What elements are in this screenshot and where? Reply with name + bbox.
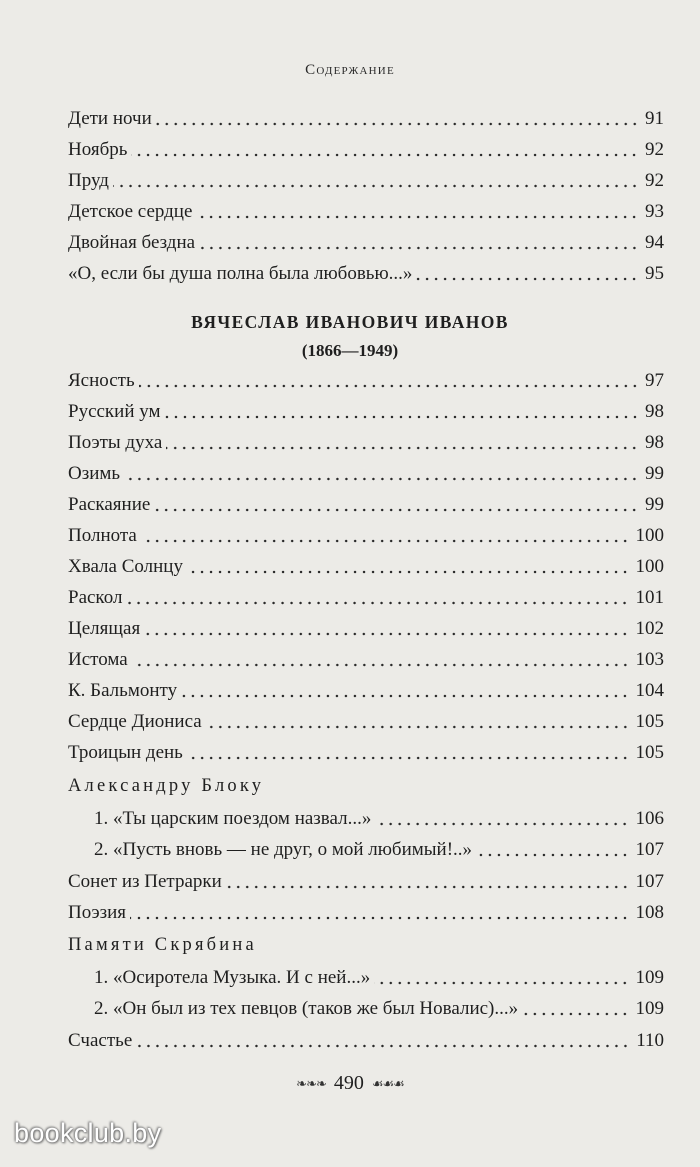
toc-subentry xyxy=(94,804,664,834)
entry-page: 99 xyxy=(645,463,664,484)
toc-subentry xyxy=(94,994,664,1024)
author-years: (1866—1949) xyxy=(301,341,399,360)
entry-title: Полнота xyxy=(68,525,137,546)
entry-title: Раскол xyxy=(68,587,123,608)
leader-dots xyxy=(374,981,629,985)
group-title-blok: Александру Блоку xyxy=(68,776,265,796)
entry-title: Счастье xyxy=(68,1030,133,1051)
entry-page: 104 xyxy=(635,680,664,701)
toc-entry xyxy=(68,1026,664,1056)
entry-page: 107 xyxy=(635,839,664,860)
leader-dots xyxy=(126,601,629,605)
toc-entry xyxy=(68,166,664,196)
entry-page: 105 xyxy=(635,711,664,732)
toc-subentry xyxy=(94,835,664,865)
leader-dots xyxy=(187,570,630,574)
toc-entry xyxy=(68,707,664,737)
group-title-scriabin: Памяти Скрябина xyxy=(68,935,257,955)
entry-page: 93 xyxy=(645,201,664,222)
toc-entry xyxy=(68,583,664,613)
entry-title: Дети ночи xyxy=(68,108,152,129)
entry-title: «О, если бы душа полна была любовью...» xyxy=(68,263,413,284)
entry-page: 110 xyxy=(636,1030,664,1051)
toc-entry xyxy=(68,490,664,520)
toc-entry xyxy=(68,552,664,582)
leader-dots xyxy=(476,853,629,857)
entry-title: Пруд xyxy=(68,170,109,191)
entry-title: Раскаяние xyxy=(68,494,151,515)
toc-entry xyxy=(68,521,664,551)
leader-dots xyxy=(522,1012,629,1016)
toc-entry xyxy=(68,228,664,258)
entry-page: 97 xyxy=(645,370,664,391)
entry-page: 109 xyxy=(635,967,664,988)
entry-page: 94 xyxy=(645,232,664,253)
leader-dots xyxy=(130,916,629,920)
leader-dots xyxy=(131,153,639,157)
entry-page: 102 xyxy=(635,618,664,639)
page-number-value: 490 xyxy=(333,1072,364,1094)
toc-entry xyxy=(68,867,664,897)
entry-title: К. Бальмонту xyxy=(68,680,178,701)
entry-page: 92 xyxy=(645,170,664,191)
entry-title: 1. «Осиротела Музыка. И с ней...» xyxy=(94,967,371,988)
entry-title: 2. «Он был из тех певцов (таков же был Новалис)...» xyxy=(94,998,519,1019)
leader-dots xyxy=(181,694,629,698)
leader-dots xyxy=(226,885,630,889)
entry-title: Ноябрь xyxy=(68,139,128,160)
toc-entry xyxy=(68,197,664,227)
leader-dots xyxy=(136,1044,630,1048)
leader-dots xyxy=(206,725,630,729)
entry-page: 99 xyxy=(645,494,664,515)
toc-entry xyxy=(68,898,664,928)
site-watermark: bookclub.by xyxy=(14,1118,162,1148)
toc-entry xyxy=(68,645,664,675)
entry-title: Двойная бездна xyxy=(68,232,196,253)
toc-entry xyxy=(68,397,664,427)
leader-dots xyxy=(199,246,639,250)
leader-dots xyxy=(166,446,639,450)
leader-dots xyxy=(141,539,630,543)
entry-page: 106 xyxy=(635,808,664,829)
entry-title: Поэзия xyxy=(68,902,127,923)
author-name: ВЯЧЕСЛАВ ИВАНОВИЧ ИВАНОВ xyxy=(191,312,509,332)
entry-page: 92 xyxy=(645,139,664,160)
entry-page: 100 xyxy=(635,556,664,577)
entry-title: Детское сердце xyxy=(68,201,193,222)
toc-entry xyxy=(68,428,664,458)
ornament-right-icon: ☙☙☙ xyxy=(371,1075,404,1091)
entry-page: 109 xyxy=(635,998,664,1019)
running-head: Содержание xyxy=(305,62,395,78)
entry-page: 98 xyxy=(645,401,664,422)
entry-title: Русский ум xyxy=(68,401,161,422)
leader-dots xyxy=(156,122,639,126)
entry-page: 98 xyxy=(645,432,664,453)
entry-title: 1. «Ты царским поездом назвал...» xyxy=(94,808,372,829)
toc-entry xyxy=(68,366,664,396)
entry-title: Сонет из Петрарки xyxy=(68,871,222,892)
entry-page: 103 xyxy=(635,649,664,670)
ornament-left-icon: ❧❧❧ xyxy=(296,1075,326,1091)
toc-entry xyxy=(68,459,664,489)
entry-title: 2. «Пусть вновь — не друг, о мой любимый!..» xyxy=(94,839,473,860)
entry-page: 108 xyxy=(635,902,664,923)
entry-page: 107 xyxy=(635,871,664,892)
leader-dots xyxy=(416,277,639,281)
leader-dots xyxy=(165,415,639,419)
entry-page: 95 xyxy=(645,263,664,284)
toc-entry xyxy=(68,614,664,644)
toc-subentry xyxy=(94,963,664,993)
entry-title: Хвала Солнцу xyxy=(68,556,183,577)
entry-page: 105 xyxy=(635,742,664,763)
leader-dots xyxy=(132,663,630,667)
toc-entry xyxy=(68,738,664,768)
entry-page: 100 xyxy=(635,525,664,546)
leader-dots xyxy=(139,384,639,388)
entry-title: Троицын день xyxy=(68,742,183,763)
leader-dots xyxy=(196,215,639,219)
toc-entry xyxy=(68,676,664,706)
entry-page: 91 xyxy=(645,108,664,129)
entry-page: 101 xyxy=(635,587,664,608)
leader-dots xyxy=(187,756,630,760)
entry-title: Ясность xyxy=(68,370,135,391)
toc-entry xyxy=(68,135,664,165)
entry-title: Истома xyxy=(68,649,128,670)
leader-dots xyxy=(113,184,639,188)
leader-dots xyxy=(124,477,639,481)
toc-entry xyxy=(68,104,664,134)
entry-title: Поэты духа xyxy=(68,432,163,453)
leader-dots xyxy=(144,632,629,636)
entry-title: Целящая xyxy=(68,618,141,639)
leader-dots xyxy=(154,508,639,512)
toc-entry xyxy=(68,259,664,289)
entry-title: Сердце Диониса xyxy=(68,711,202,732)
entry-title: Озимь xyxy=(68,463,121,484)
leader-dots xyxy=(375,822,629,826)
page-number xyxy=(0,1072,700,1095)
